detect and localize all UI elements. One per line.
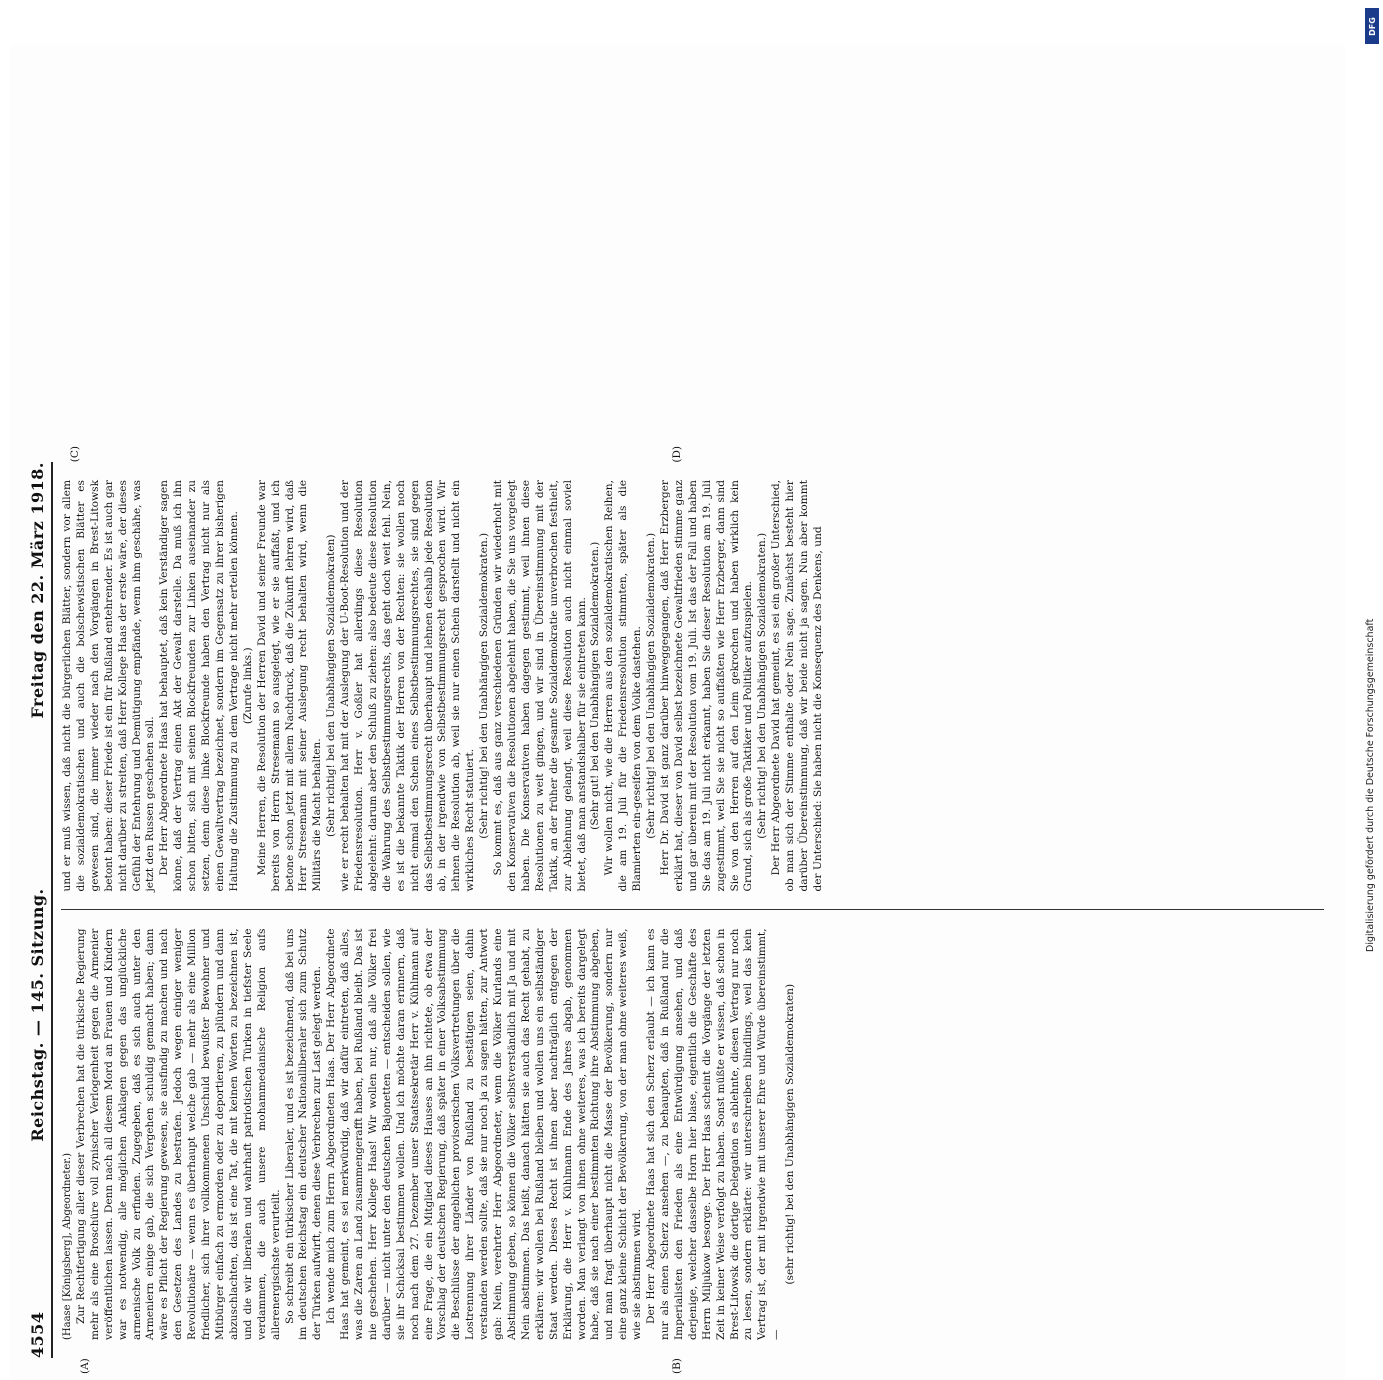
text-columns <box>61 446 1324 1374</box>
right-column <box>61 446 1324 910</box>
paragraph: Der Herr Abgeordnete Haas hat behauptet, daß kein Verständiger sagen könne, daß der Vertrag einen Akt der Gewalt darstelle. Da muß ich ihn schon bitten, sich mit seinen Blockfreunden zur Linken auseinander zu setzen, denn diese linke Blockfreunde haben den Vertrag nicht nur als einen Gewaltvertrag bezeichnet, sondern im Gegensatz zu ihrer bisherigen Haltung die Zustimmung zu dem Vertrage nicht mehr erteilen können. <box>158 480 240 892</box>
page-title: Reichstag. — 145. Sitzung. <box>28 888 47 1142</box>
margin-marker-c: (C) <box>69 446 81 463</box>
scanned-page-viewport <box>10 45 1345 1374</box>
interjection: (Sehr richtig! bei den Unabhängigen Sozialdemokraten.) <box>645 532 658 839</box>
interjection: (sehr richtig! bei den Unabhängigen Sozialdemokraten) <box>784 983 797 1285</box>
paragraph: Der Herr Abgeordnete Haas hat sich den Scherz erlaubt — ich kann es nur als einen Scherz ansehen —, zu behaupten, daß in Rußland nur die Imperialisten den Frieden als eine Entwürdigung ansehen, und daß derjenige, welcher dasselbe Horn hier blase, eigentlich die Geschäfte des Herrn Miljukow besorge. Der Herr Haas scheint die Vorgänge der letzten Zeit in keiner Weise verfolgt zu haben. Sonst müßte er wissen, daß schon in Brest-Litowsk die dortige Delegation es ablehnte, diesen Vertrag nur noch zu lesen, sondern erklärte: wir unterschreiben blindlings, weil das kein Vertrag ist, der mit irgendwie mit unserer Ehre und Würde übereinstimmt, — <box>645 928 783 1340</box>
interjection: (Sehr richtig! bei den Unabhängigen Sozialdemokraten) <box>325 534 338 838</box>
paragraph: Zur Rechtfertigung aller dieser Verbrechen hat die türkische Regierung mehr als eine Broschüre voll zynischer Verlogenheit gegen die Armenier veröffentlichen lassen. Denn nach all diesem Mord an Frauen und Kindern war es notwendig, alle möglichen Anklagen gegen das unglückliche armenische Volk zu erfinden. Zugegeben, daß es sich auch unter den Armeniern einige gab, die sich Vergehen schuldig gemacht haben; dann wäre es Pflicht der Regierung gewesen, sie ausfindig zu machen und nach den Gesetzen des Landes zu bestrafen. Jedoch wegen einiger weniger Revolutionäre — wenn es überhaupt welche gab — mehr als eine Million friedlicher, sich ihrer vollkommenen Unschuld bewußter Bewohner und Mitbürger einfach zu ermorden oder zu deportieren, zu plündern und dann abzuschlachten, das ist eine Tat, die mit keinen Worten zu bezeichnen ist, und die wir liberalen und wahrhaft patriotischen Türken in tiefster Seele verdammen, die auch unsere mohammedanische Religion aufs allerenergischste verurteilt. <box>74 928 282 1340</box>
scanned-page <box>10 440 1345 1380</box>
interjection: (Sehr richtig! bei den Unabhängigen Sozialdemokraten.) <box>478 532 491 839</box>
margin-marker-d: (D) <box>671 446 683 463</box>
margin-marker-a: (A) <box>79 1358 91 1374</box>
paragraph: So kommt es, daß aus ganz verschiedenen Gründen wir wiederholt mit den Konservativen die Resolutionen abgelehnt haben, die Sie uns vorgelegt haben. Die Konservativen haben dagegen gestimmt, weil ihnen diese Resolutionen zu weit gingen, und wir sind in Übereinstimmung mit der Taktik, an der früher die gesamte Sozialdemokratie unverbrochen festhielt, zur Ablehnung gelangt, weil diese Resolution auch nicht einmal soviel bietet, daß man anstandshalber für sie eintreten kann. <box>492 480 588 892</box>
page-number: 4554 <box>28 1311 47 1358</box>
paragraph: Der Herr Abgeordnete David hat gemeint, es sei ein großer Unterschied, ob man sich der Stimme enthalte oder Nein sage. Zunächst besteht hier darüber Übereinstimmung, daß wir beide nicht ja sagen. Nun aber kommt der Unterschied: Sie haben nicht die Konsequenz des Denkens, und <box>770 480 824 892</box>
dfg-logo: DFG <box>1365 8 1379 44</box>
paragraph: wie er recht behalten hat mit der Auslegung der U-Boot-Resolution und der Friedensresolution. Herr v. Goßler hat allerdings diese Resolution abgelehnt: darum aber den Schluß zu ziehen: also bedeute diese Resolution die Wahrung des Selbstbestimmungsrechts, das geht doch weit fehl. Nein, es ist die bekannte Taktik der Herren von der Rechten: sie wollen noch nicht einmal den Schein eines Selbstbestimmungsrechtes, sie sind gegen das Selbstbestimmungsrecht überhaupt und lehnen deshalb jede Resolution ab, in der irgendwie von Selbstbestimmungsrecht gesprochen wird. Wir lehnen die Resolution ab, weil sie nur einen Schein darstellt und nicht ein wirkliches Recht statuiert. <box>339 480 477 892</box>
page-header <box>28 462 53 1358</box>
funding-credit-text: Digitalisierung gefördert durch die Deutsche Forschungsgemeinschaft <box>1365 618 1376 952</box>
credit-sidebar <box>1355 0 1383 1000</box>
paragraph: und er muß wissen, daß nicht die bürgerlichen Blätter, sondern vor allem die sozialdemokratischen und auch die bolschewistischen Blätter es gewesen sind, die immer wieder nach den Vorgängen in Brest-Litowsk betont haben: dieser Friede ist ein für Rußland entehrender. Es ist auch gar nicht darüber zu streiten, daß Herr Kollege Haas der erste wäre, der dieses Gefühl der Entehrung und Demütigung empfände, wenn ihm geschähe, was jetzt den Russen geschehen soll. <box>61 480 157 892</box>
page-date: Freitag den 22. März 1918. <box>28 462 47 719</box>
interjection: (Zurufe links.) <box>241 647 254 725</box>
margin-marker-b: (B) <box>671 1358 683 1374</box>
paragraph: Meine Herren, die Resolution der Herren David und seiner Freunde war bereits von Herrn Stresemann so ausgelegt, wie er sie auffaßt, und ich betone schon jetzt mit allem Nachdruck, daß die Zukunft lehren wird, daß Herr Stresemann mit seiner Auslegung recht behalten wird, wenn die Militärs die Macht behalten. <box>255 480 324 892</box>
speaker-label: (Haase [Königsberg], Abgeordneter.) <box>62 1152 73 1340</box>
paragraph: Herr Dr. David ist ganz darüber hinweggegangen, daß Herr Erzberger erklärt hat, dieser von David selbst bezeichnete Gewaltfrieden stimme ganz und gar überein mit der Resolution vom 19. Juli. Ist das der Fall und haben Sie das am 19. Juli nicht erkannt, haben Sie dieser Resolution am 19. Juli zugestimmt, weil Sie sie nicht so auffaßten wie Herr Erzberger, dann sind Sie von den Herren auf den Leim gekrochen und haben wirklich kein Grund, sich als große Taktiker und Politiker aufzuspielen. <box>658 480 755 892</box>
left-column <box>61 911 1324 1374</box>
paragraph: Wir wollen nicht, wie die Herren aus den sozialdemokratischen Reihen, die am 19. Juli für die Friedensresolution stimmten, später als die Blamierten ein-geseifen von dem Volke dastehen. <box>603 480 644 892</box>
funding-credit <box>1365 52 1377 952</box>
paragraph: Ich wende mich zum Herrn Abgeordneten Haas. Der Herr Abgeordnete Haas hat gemeint, es sei merkwürdig, daß wir dafür eintreten, daß alles, was die Zaren an Land zusammengerafft haben, bei Rußland bleibt. Das ist nie geschehen. Herr Kollege Haas! Wir wollen nur, daß alle Völker frei darüber — nicht unter den deutschen Bajonetten — entscheiden sollen, wie sie ihr Schicksal bestimmen wollen. Und ich möchte daran erinnern, daß noch nach dem 27. Dezember unser Staatssekretär Herr v. Kühlmann auf eine Frage, die ein Mitglied dieses Hauses an ihn richtete, ob etwa der Vorschlag der deutschen Regierung, daß später in einer Volksabstimmung die Beschlüsse der angeblichen provisorischen Volksvertretungen über die Lostrennung ihrer Länder von Rußland zu bestätigen seien, dahin verstanden werden sollte, daß sie nur noch ja zu sagen hätten, zur Antwort gab: Nein, verehrter Herr Abgeordneter, wenn die Völker Kurlands eine Abstimmung geben, so können die Völker selbstverständlich mit Ja und mit Nein abstimmen. Das heißt, danach hätten sie auch das Recht gehabt, zu erklären: wir wollen bei Rußland bleiben und wollen uns ein selbständiger Staat werden. Dieses Recht ist ihnen aber nachträglich entgegen der Erklärung, die Herr v. Kühlmann Ende des Jahres abgab, genommen worden. Man verlangt von ihnen ohne weiteres, was ich bereits dargelegt habe, daß sie nach einer bestimmten Richtung ihre Abstimmung abgeben, und man fragt überhaupt nicht die Masse der Bevölkerung, sondern nur eine ganz kleine Schicht der Bevölkerung, von der man ohne weiteres weiß, wie sie abstimmen wird. <box>325 928 644 1340</box>
paragraph: So schreibt ein türkischer Liberaler, und es ist bezeichnend, daß bei uns im deutschen Reichstag ein deutscher Nationalliberaler sich zum Schutz der Türken aufwirft, denen diese Verbrechen zur Last gelegt werden. <box>283 928 324 1340</box>
interjection: (Sehr gut! bei den Unabhängigen Sozialdemokraten.) <box>589 541 602 830</box>
interjection: (Sehr richtig! bei den Unabhängigen Sozialdemokraten.) <box>756 532 769 839</box>
